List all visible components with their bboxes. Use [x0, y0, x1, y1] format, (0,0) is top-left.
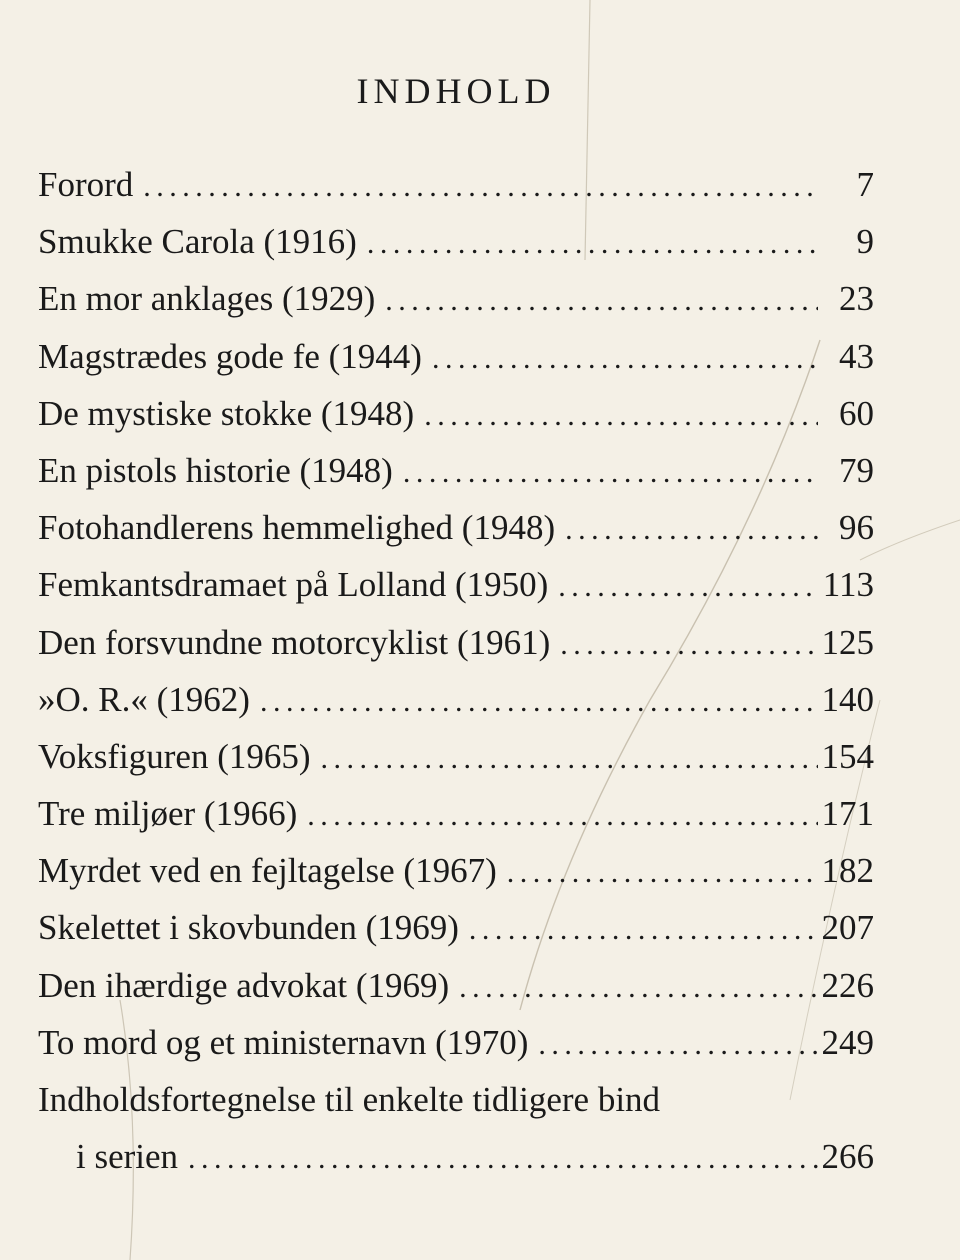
toc-entry[interactable] — [38, 279, 874, 336]
toc-entry-page: 266 — [821, 1137, 874, 1177]
toc-entry-title: De mystiske stokke (1948) — [38, 393, 415, 433]
toc-entry-title: Fotohandlerens hemmelighed (1948) — [38, 508, 556, 548]
dot-leader — [133, 170, 818, 204]
toc-entry-title: Indholdsfortegnelse til enkelte tidligere bind — [38, 1080, 661, 1119]
dot-leader — [178, 1142, 818, 1176]
toc-entry-title: Den ihærdige advokat (1969) — [38, 965, 450, 1005]
toc-entry-title: Magstrædes gode fe (1944) — [38, 336, 422, 376]
toc-entry-page: 140 — [821, 679, 874, 719]
toc-entry-page: 125 — [821, 622, 874, 662]
table-of-contents — [38, 165, 874, 1194]
dot-leader — [375, 284, 818, 318]
toc-entry-final-line2[interactable] — [38, 1137, 874, 1194]
dot-leader — [357, 227, 818, 261]
toc-entry-title: Tre miljøer (1966) — [38, 794, 298, 834]
toc-entry-page: 60 — [839, 393, 874, 433]
toc-entry-page: 23 — [839, 279, 874, 319]
dot-leader — [528, 1028, 818, 1062]
toc-entry[interactable] — [38, 451, 874, 508]
toc-entry-page: 249 — [821, 1022, 874, 1062]
toc-entry-final-line1[interactable] — [38, 1080, 874, 1137]
dot-leader — [555, 513, 818, 547]
toc-entry[interactable] — [38, 1023, 874, 1080]
toc-entry-page: 154 — [821, 736, 874, 776]
toc-entry-title: Myrdet ved en fejltagelse (1967) — [38, 851, 497, 891]
dot-leader — [459, 913, 818, 947]
toc-entry-page: 182 — [821, 851, 874, 891]
toc-entry-page: 207 — [821, 908, 874, 948]
toc-entry-title: To mord og et ministernavn (1970) — [38, 1022, 529, 1062]
toc-entry[interactable] — [38, 508, 874, 565]
toc-entry-title-continued: i serien — [76, 1137, 179, 1177]
dot-leader — [393, 456, 818, 490]
toc-entry-page: 7 — [856, 165, 874, 204]
toc-entry-page: 79 — [839, 450, 874, 490]
toc-entry-title: Den forsvundne motorcyklist (1961) — [38, 622, 551, 662]
toc-entry[interactable] — [38, 794, 874, 851]
toc-entry-page: 96 — [839, 508, 874, 548]
toc-entry[interactable] — [38, 851, 874, 908]
dot-leader — [548, 570, 818, 604]
toc-entry[interactable] — [38, 966, 874, 1023]
toc-entry[interactable] — [38, 680, 874, 737]
dot-leader — [297, 799, 818, 833]
toc-entry-page: 171 — [821, 794, 874, 834]
dot-leader — [449, 971, 818, 1005]
toc-entry[interactable] — [38, 737, 874, 794]
dot-leader — [497, 856, 818, 890]
toc-entry-title: Voksfiguren (1965) — [38, 736, 311, 776]
toc-entry[interactable] — [38, 337, 874, 394]
toc-entry-title: Smukke Carola (1916) — [38, 222, 357, 262]
toc-entry[interactable] — [38, 623, 874, 680]
toc-entry-page: 226 — [821, 965, 874, 1005]
toc-entry-title: En mor anklages (1929) — [38, 279, 376, 319]
dot-leader — [422, 342, 818, 376]
dot-leader — [250, 685, 818, 719]
toc-entry[interactable] — [38, 565, 874, 622]
toc-entry-page: 9 — [856, 222, 874, 262]
toc-entry[interactable] — [38, 222, 874, 279]
toc-entry-title: »O. R.« (1962) — [38, 679, 250, 719]
toc-entry[interactable] — [38, 165, 874, 222]
toc-entry[interactable] — [38, 908, 874, 965]
dot-leader — [311, 742, 818, 776]
toc-entry-title: En pistols historie (1948) — [38, 450, 393, 490]
toc-entry-title: Skelettet i skovbunden (1969) — [38, 908, 459, 948]
dot-leader — [550, 628, 818, 662]
toc-entry-page: 43 — [839, 336, 874, 376]
toc-entry[interactable] — [38, 394, 874, 451]
dot-leader — [414, 399, 818, 433]
page-title: INDHOLD — [356, 71, 556, 111]
toc-entry-page: 113 — [822, 565, 874, 605]
toc-entry-title: Forord — [38, 165, 134, 204]
toc-entry-title: Femkantsdramaet på Lolland (1950) — [38, 565, 549, 605]
